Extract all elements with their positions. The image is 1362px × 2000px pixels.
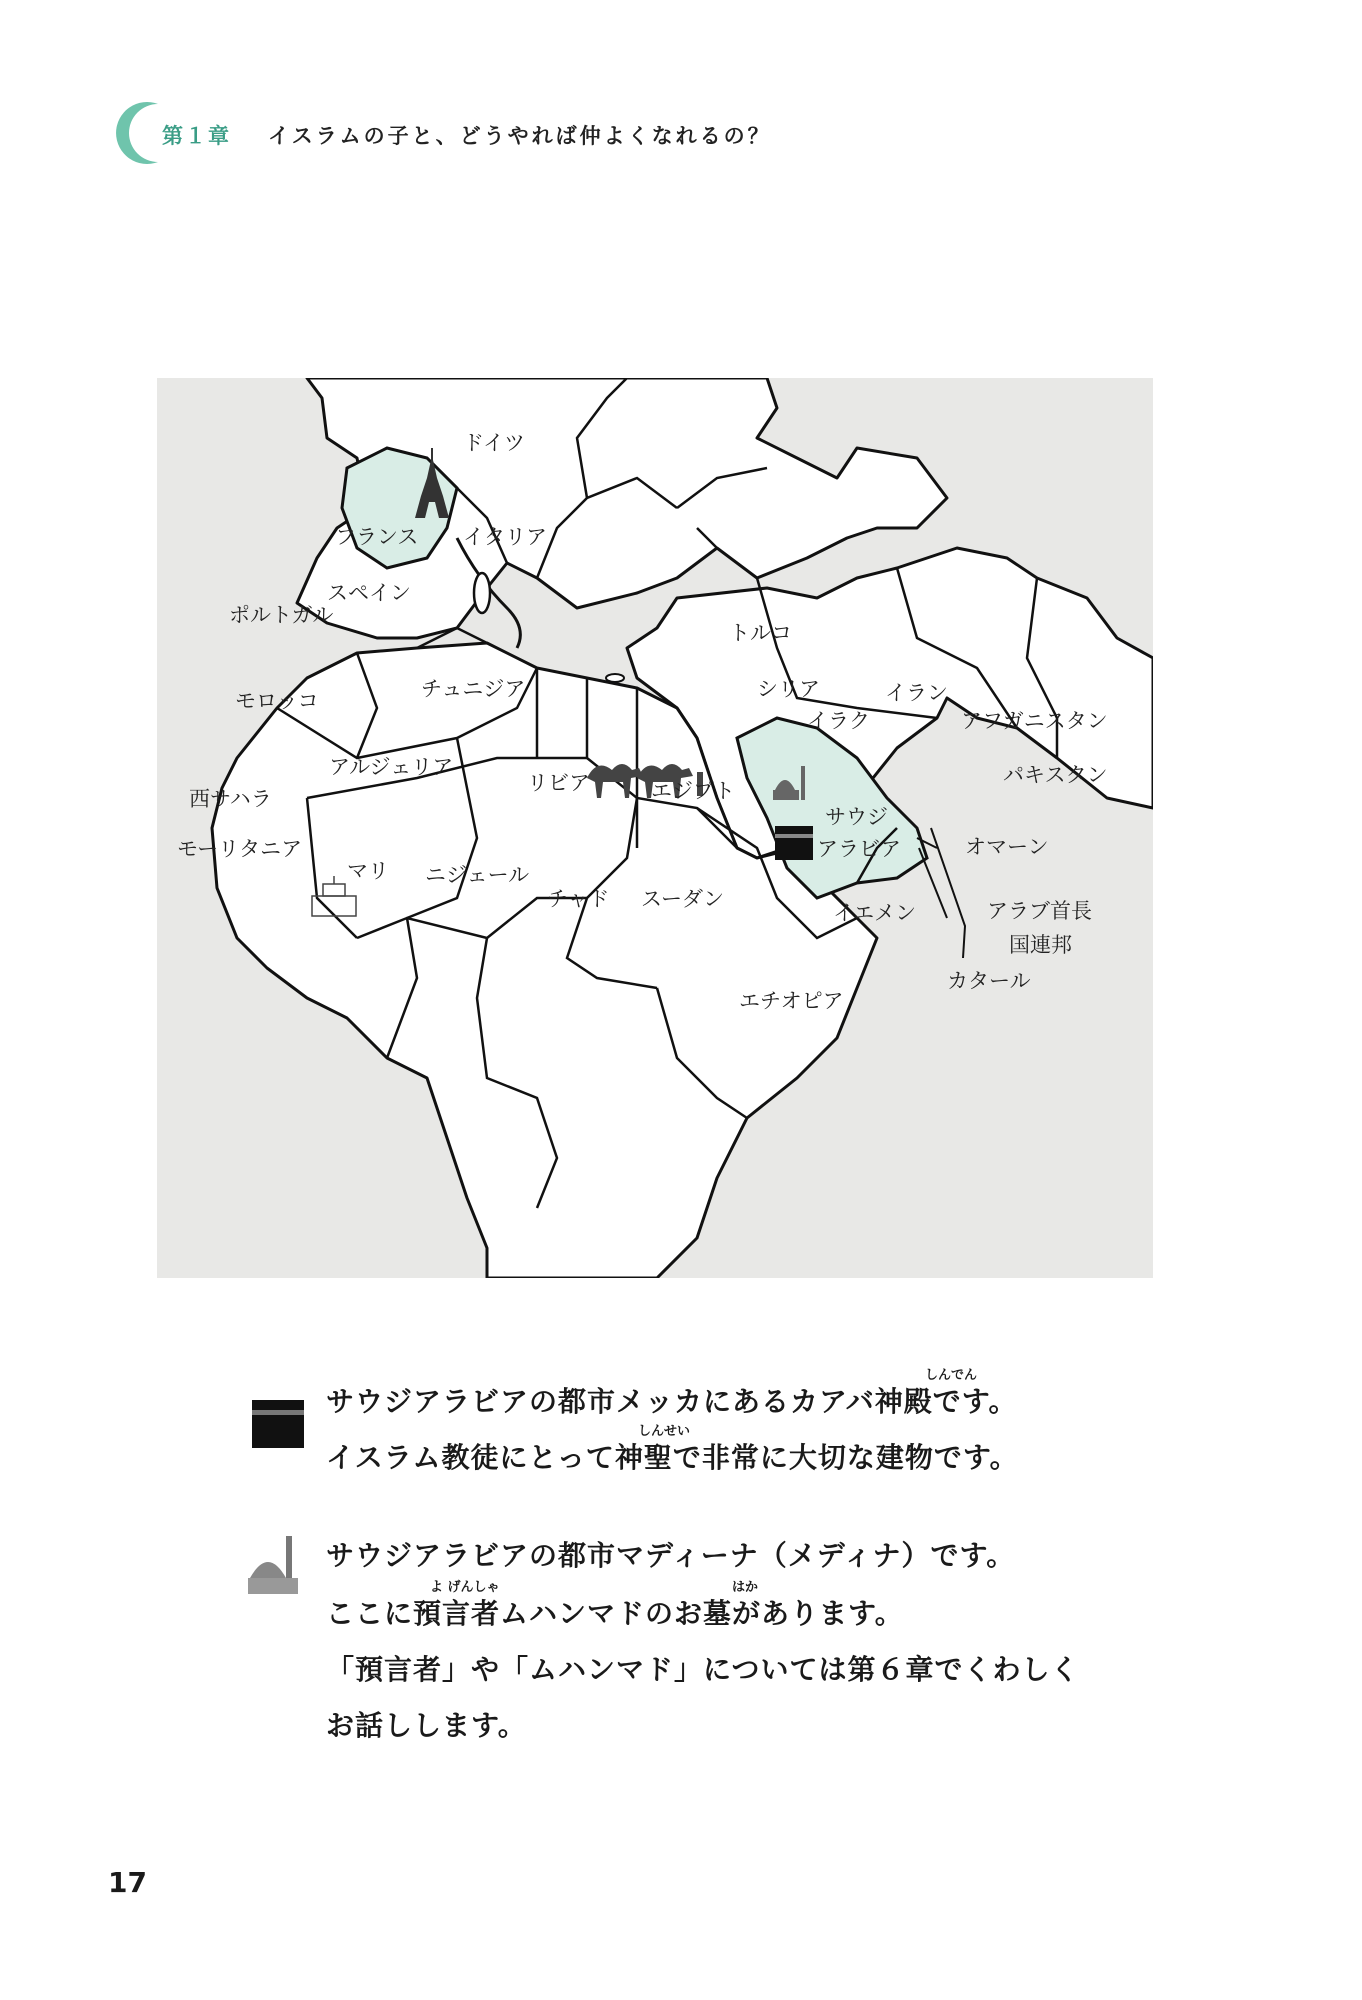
label-uae-line2: 国連邦	[1009, 933, 1072, 957]
label-saudi-line2: アラビア	[817, 837, 901, 861]
medina-text-line1: サウジアラビアの都市マディーナ（メディナ）です。	[326, 1539, 1016, 1572]
label-uae-line1: アラブ首長	[987, 899, 1092, 923]
label-qatar: カタール	[947, 969, 1031, 993]
medina-text-line4: お話しします。	[326, 1709, 527, 1742]
label-niger: ニジェール	[425, 863, 530, 887]
ruby-yogensha: よ げんしゃ	[430, 1580, 500, 1595]
label-spain: スペイン	[327, 581, 411, 605]
label-algeria: アルジェリア	[329, 755, 454, 779]
label-mali: マリ	[347, 859, 389, 883]
label-mauritania: モーリタニア	[177, 837, 303, 861]
map-figure	[157, 378, 1153, 1278]
label-iraq: イラク	[807, 709, 870, 733]
cyprus	[606, 674, 624, 682]
label-egypt: エジプト	[651, 779, 735, 803]
label-chad: チャド	[547, 887, 610, 911]
mosque-icon	[246, 1534, 306, 1600]
label-libya: リビア	[527, 771, 590, 795]
label-portugal: ポルトガル	[229, 603, 334, 627]
ruby-haka: はか	[732, 1580, 759, 1595]
kaaba-text-line1: サウジアラビアの都市メッカにあるカアバ神殿です。	[326, 1385, 1018, 1418]
label-turkey: トルコ	[729, 621, 792, 645]
chapter-number: 第１章	[162, 124, 231, 148]
medina-text-line2: ここに預言者ムハンマドのお墓があります。	[326, 1597, 904, 1630]
label-pakistan: パキスタン	[1003, 763, 1108, 787]
ruby-shinsei: しんせい	[638, 1424, 691, 1439]
kaaba-icon	[250, 1396, 306, 1452]
label-sudan: スーダン	[641, 887, 725, 911]
label-saudi-line1: サウジ	[825, 805, 888, 829]
chapter-title: イスラムの子と、どうやれば仲よくなれるの？	[268, 124, 772, 148]
label-morocco: モロッコ	[235, 689, 319, 713]
ruby-shinden: しんでん	[925, 1368, 978, 1383]
label-afghanistan: アフガニスタン	[961, 709, 1108, 733]
label-tunisia: チュニジア	[421, 677, 526, 701]
label-iran: イラン	[885, 681, 948, 705]
label-yemen: イエメン	[833, 901, 917, 925]
map-svg	[157, 378, 1153, 1278]
label-syria: シリア	[757, 677, 820, 701]
label-france: フランス	[335, 525, 419, 549]
chapter-header	[112, 98, 1012, 168]
label-italy: イタリア	[463, 525, 547, 549]
label-ethiopia: エチオピア	[739, 989, 844, 1013]
sardinia	[474, 573, 490, 613]
label-western-sahara: 西サハラ	[189, 787, 272, 811]
label-germany: ドイツ	[463, 431, 525, 455]
page-number: 17	[108, 1866, 147, 1899]
label-oman: オマーン	[965, 835, 1049, 859]
kaaba-text-line2: イスラム教徒にとって神聖で非常に大切な建物です。	[326, 1441, 1019, 1474]
kaaba-icon	[775, 826, 813, 860]
medina-text-line3: 「預言者」や「ムハンマド」については第６章でくわしく	[326, 1653, 1080, 1686]
